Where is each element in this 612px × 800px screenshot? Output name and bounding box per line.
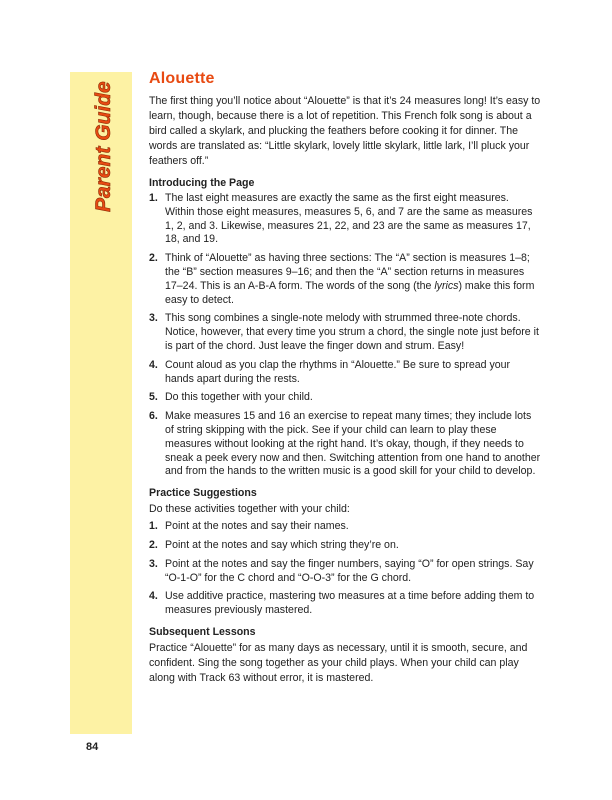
lyrics-emphasis: lyrics [434, 279, 459, 292]
list-item: 3. Point at the notes and say the finger numbers, saying “O” for open strings. Say “O-1-O” for the C chord and “O-O-3” for the G chord. [149, 557, 534, 584]
list-item: 4. Count aloud as you clap the rhythms in “Alouette.” Be sure to spread your hands apart during the rests. [149, 358, 511, 385]
parent-guide-text: Parent Guide [92, 81, 115, 212]
introducing-list [149, 192, 541, 479]
page-number: 84 [86, 741, 99, 753]
list-item: 3. This song combines a single-note melody with strummed three-note chords. Notice, however, that every time you strum a chord, the single note just before it is part of the chord. Just leave the finger down and strum. Easy! [149, 312, 539, 352]
list-item: 6. Make measures 15 and 16 an exercise to repeat many times; they include lots of string skipping with the pick. See if your child can learn to play these measures without looking at the right hand. It’s okay, though, if they needs to sneak a peek every now and then. Switching attention from one hand to another and from the hands to the written music is a good skill for your child to develop. [149, 410, 541, 478]
practice-heading: Practice Suggestions [149, 487, 257, 500]
list-item: 2. Point at the notes and say which string they’re on. [149, 538, 399, 551]
intro-paragraph: The first thing you’ll notice about “Alouette” is that it’s 24 measures long! It’s easy to learn, though, because there is a lot of repetition. This French folk song is about a bird called a skylark, and plucking the feathers before cooking it for dinner. The words are translated as: “Little skylark, lovely little skylark, little lark, I’ll pluck your feathers off.” [149, 95, 541, 167]
practice-list [149, 520, 541, 618]
page-title: Alouette [149, 70, 215, 87]
list-item: 1. Point at the notes and say their names. [149, 520, 349, 533]
subsequent-paragraph: Practice “Alouette” for as many days as necessary, until it is smooth, secure, and confident. Sing the song together as your child plays. When your child can play along with Track 63 without error, it is mastered. [149, 641, 528, 684]
main-content [149, 70, 541, 686]
subsequent-heading: Subsequent Lessons [149, 625, 256, 638]
list-item: 1. The last eight measures are exactly the same as the first eight measures. Within those eight measures, measures 5, 6, and 7 are the same as measures 1, 2, and 3. Likewise, measures 21, 22, and 23 are the same as measures 17, 18, and 19. [149, 192, 533, 246]
practice-lead: Do these activities together with your child: [149, 503, 350, 516]
list-item: 5. Do this together with your child. [149, 391, 313, 404]
list-item: 4. Use additive practice, mastering two measures at a time before adding them to measures previously mastered. [149, 590, 535, 617]
parent-guide-label [72, 72, 130, 232]
introducing-heading: Introducing the Page [149, 177, 255, 189]
list-item: 2. Think of “Alouette” as having three sections: The “A” section is measures 1–8; the “B” section measures 9–16; and then the “A” section returns in measures 17–24. This is an A-B-A form. The words of the song (the lyrics) make this form easy to detect. [149, 252, 535, 306]
